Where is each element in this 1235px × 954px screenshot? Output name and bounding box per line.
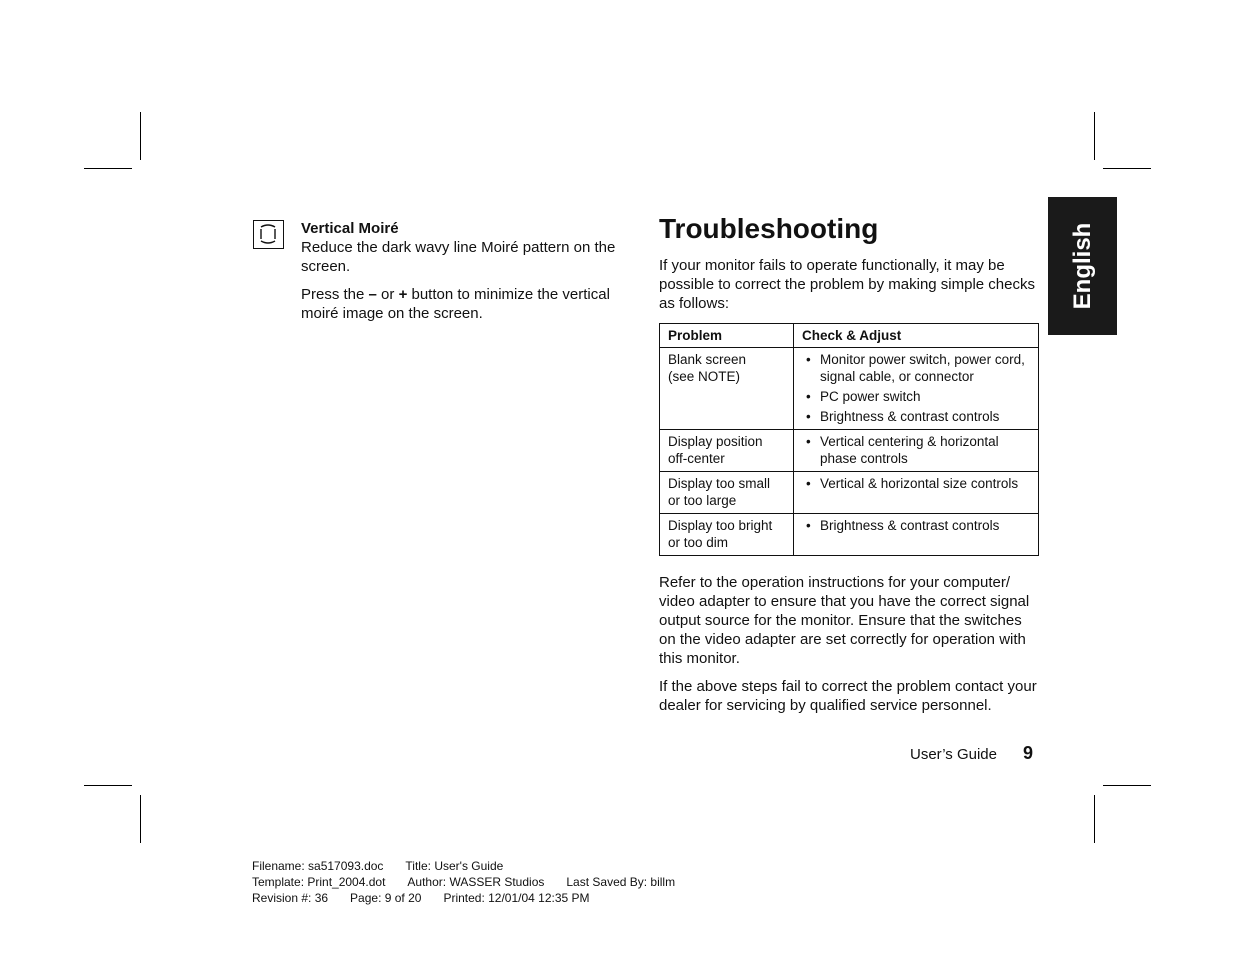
minus-symbol: – [368,286,377,303]
check-item: • Vertical & horizontal size controls [802,475,1030,492]
table-row [660,348,1039,430]
problem-text: Display too small [668,476,771,491]
metadata-page: Page: 9 of 20 [350,891,422,905]
problem-text: off-center [668,451,725,466]
document-metadata [252,858,697,906]
problem-text: or too large [668,493,737,508]
table-row [660,472,1039,514]
paragraph: Reduce the dark wavy line Moiré pattern on the screen. [301,239,616,275]
crop-mark [1103,168,1151,169]
crop-mark [1103,785,1151,786]
metadata-title: Title: User's Guide [405,859,504,873]
problem-text: Display position [668,434,763,449]
section-heading: Vertical Moiré [301,220,399,237]
problem-text: Blank screen [668,352,747,367]
refer-paragraph: Refer to the operation instructions for your computer/ video adapter to ensure that you have the correct signal output source for the monitor. Ensure that the switches on the video adapter are set correctly for operation with this monitor. [659,574,1030,667]
troubleshooting-table [659,323,1039,556]
table-row [660,514,1039,556]
column-header-problem: Problem [660,324,794,348]
metadata-revision: Revision #: 36 [252,891,329,905]
plus-symbol: + [398,286,408,303]
problem-text: Display too bright [668,518,773,533]
problem-text: or too dim [668,535,729,550]
page-number: 9 [1022,743,1033,763]
page-footer [910,743,1033,764]
problem-cell [660,514,794,556]
text: button to minimize the vertical moiré image on the screen. [301,286,610,322]
crop-mark [140,112,141,160]
paragraph [301,285,631,323]
metadata-row [252,874,697,890]
check-cell [794,472,1039,514]
column-header-check: Check & Adjust [794,324,1039,348]
table-row [660,430,1039,472]
metadata-row [252,890,697,906]
intro-paragraph: If your monitor fails to operate functionally, it may be possible to correct the problem by making simple checks as follows: [659,257,1035,312]
metadata-row [252,858,697,874]
crop-mark [84,168,132,169]
problem-cell [660,348,794,430]
crop-mark [84,785,132,786]
text: or [376,286,399,303]
check-item: • Monitor power switch, power cord, signal cable, or connector [802,351,1030,385]
problem-cell [660,430,794,472]
crop-mark [140,795,141,843]
table-header-row [660,324,1039,348]
metadata-template: Template: Print_2004.dot [252,875,386,889]
check-item: • PC power switch [802,388,1030,405]
check-cell [794,514,1039,556]
guide-label: User’s Guide [910,746,997,763]
metadata-filename: Filename: sa517093.doc [252,859,384,873]
vertical-moire-section [301,219,631,332]
vertical-moire-icon [253,220,284,249]
language-tab-label: English [1068,222,1096,310]
contact-paragraph: If the above steps fail to correct the problem contact your dealer for servicing by qualified service personnel. [659,678,1037,714]
vertical-moire-icon-graphic [254,221,282,247]
crop-mark [1094,795,1095,843]
language-tab [1048,197,1117,335]
check-item: • Brightness & contrast controls [802,408,1030,425]
metadata-author: Author: WASSER Studios [407,875,545,889]
metadata-printed: Printed: 12/01/04 12:35 PM [443,891,590,905]
problem-cell [660,472,794,514]
text: Press the [301,286,369,303]
crop-mark [1094,112,1095,160]
metadata-last-saved: Last Saved By: billm [566,875,676,889]
troubleshooting-section [659,212,1041,724]
check-item: • Vertical centering & horizontal phase controls [802,433,1030,467]
check-cell [794,348,1039,430]
problem-text: (see NOTE) [668,369,741,384]
page-title: Troubleshooting [659,213,879,244]
check-item: • Brightness & contrast controls [802,517,1030,534]
check-cell [794,430,1039,472]
